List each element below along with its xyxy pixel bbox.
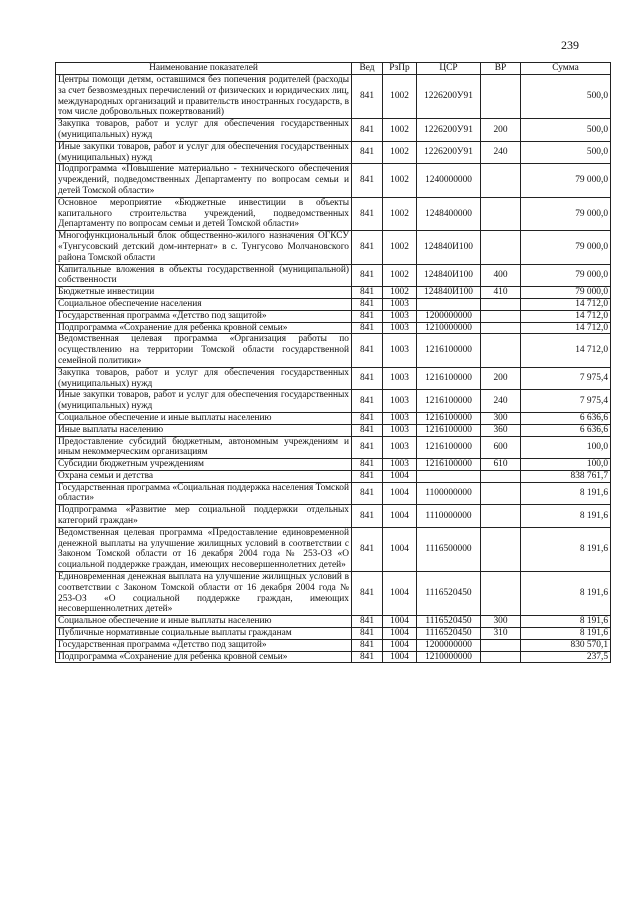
- cell-rzpr: 1003: [383, 334, 417, 367]
- cell-sum: 79 000,0: [521, 231, 611, 264]
- cell-rzpr: 1004: [383, 527, 417, 571]
- cell-ved: 841: [352, 298, 383, 310]
- cell-rzpr: 1004: [383, 616, 417, 628]
- cell-rzpr: 1002: [383, 75, 417, 119]
- cell-csr: [417, 470, 481, 482]
- cell-name: Капитальные вложения в объекты государственной (муниципальной) собственности: [56, 264, 352, 287]
- cell-rzpr: 1004: [383, 651, 417, 663]
- cell-sum: 500,0: [521, 75, 611, 119]
- cell-vr: [481, 231, 521, 264]
- cell-rzpr: 1003: [383, 310, 417, 322]
- header-csr: ЦСР: [417, 63, 481, 75]
- cell-vr: 400: [481, 264, 521, 287]
- cell-vr: 200: [481, 367, 521, 390]
- cell-vr: 240: [481, 390, 521, 413]
- cell-csr: 1200000000: [417, 310, 481, 322]
- cell-rzpr: 1004: [383, 470, 417, 482]
- cell-csr: 1248400000: [417, 197, 481, 230]
- cell-sum: 14 712,0: [521, 310, 611, 322]
- cell-sum: 79 000,0: [521, 264, 611, 287]
- cell-rzpr: 1004: [383, 628, 417, 640]
- cell-rzpr: 1002: [383, 264, 417, 287]
- cell-vr: [481, 639, 521, 651]
- table-header-row: [56, 63, 611, 75]
- cell-sum: 838 761,7: [521, 470, 611, 482]
- cell-sum: 8 191,6: [521, 505, 611, 528]
- cell-sum: 14 712,0: [521, 322, 611, 334]
- cell-vr: [481, 651, 521, 663]
- cell-name: Государственная программа «Социальная поддержка населения Томской области»: [56, 482, 352, 505]
- table-row: [56, 470, 611, 482]
- cell-ved: 841: [352, 264, 383, 287]
- cell-ved: 841: [352, 470, 383, 482]
- cell-ved: 841: [352, 459, 383, 471]
- cell-ved: 841: [352, 197, 383, 230]
- cell-ved: 841: [352, 482, 383, 505]
- cell-csr: 1216100000: [417, 424, 481, 436]
- cell-vr: [481, 298, 521, 310]
- cell-csr: 124840И100: [417, 264, 481, 287]
- cell-ved: 841: [352, 367, 383, 390]
- cell-name: Иные закупки товаров, работ и услуг для обеспечения государственных (муниципальных) нужд: [56, 141, 352, 164]
- cell-rzpr: 1002: [383, 164, 417, 197]
- cell-vr: [481, 310, 521, 322]
- cell-csr: 124840И100: [417, 287, 481, 299]
- table-row: [56, 572, 611, 616]
- budget-table: [55, 62, 611, 663]
- cell-rzpr: 1003: [383, 424, 417, 436]
- cell-vr: [481, 527, 521, 571]
- cell-csr: 1226200У91: [417, 119, 481, 142]
- cell-sum: 8 191,6: [521, 572, 611, 616]
- cell-sum: 237,5: [521, 651, 611, 663]
- cell-name: Государственная программа «Детство под защитой»: [56, 310, 352, 322]
- cell-ved: 841: [352, 164, 383, 197]
- cell-ved: 841: [352, 287, 383, 299]
- cell-ved: 841: [352, 436, 383, 459]
- cell-vr: 240: [481, 141, 521, 164]
- cell-sum: 79 000,0: [521, 197, 611, 230]
- cell-csr: 1216100000: [417, 334, 481, 367]
- cell-rzpr: 1004: [383, 482, 417, 505]
- cell-ved: 841: [352, 390, 383, 413]
- header-vr: ВР: [481, 63, 521, 75]
- cell-rzpr: 1002: [383, 231, 417, 264]
- cell-name: Закупка товаров, работ и услуг для обеспечения государственных (муниципальных) нужд: [56, 367, 352, 390]
- table-row: [56, 651, 611, 663]
- cell-rzpr: 1003: [383, 367, 417, 390]
- cell-csr: 1100000000: [417, 482, 481, 505]
- cell-rzpr: 1003: [383, 412, 417, 424]
- cell-name: Подпрограмма «Повышение материально - технического обеспечения учреждений, подведомственных Департаменту по вопросам семьи и детей Томской области»: [56, 164, 352, 197]
- table-body: [56, 75, 611, 663]
- cell-vr: 300: [481, 412, 521, 424]
- cell-vr: [481, 482, 521, 505]
- cell-name: Основное мероприятие «Бюджетные инвестиции в объекты капитального строительства учреждений, подведомственных Департаменту по вопросам семьи и детей Томской области»: [56, 197, 352, 230]
- cell-sum: 79 000,0: [521, 164, 611, 197]
- cell-rzpr: 1004: [383, 505, 417, 528]
- cell-rzpr: 1004: [383, 572, 417, 616]
- table-row: [56, 310, 611, 322]
- table-row: [56, 75, 611, 119]
- cell-vr: [481, 572, 521, 616]
- cell-ved: 841: [352, 412, 383, 424]
- cell-ved: 841: [352, 141, 383, 164]
- table-row: [56, 639, 611, 651]
- cell-vr: 310: [481, 628, 521, 640]
- table-row: [56, 197, 611, 230]
- cell-vr: [481, 322, 521, 334]
- table-row: [56, 231, 611, 264]
- cell-name: Многофункциональный блок общественно-жилого назначения ОГКСУ «Тунгусовский детский дом-интернат» в с. Тунгусово Молчановского района Томской области: [56, 231, 352, 264]
- cell-rzpr: 1002: [383, 119, 417, 142]
- header-sum: Сумма: [521, 63, 611, 75]
- table-row: [56, 141, 611, 164]
- cell-sum: 6 636,6: [521, 412, 611, 424]
- cell-name: Центры помощи детям, оставшимся без попечения родителей (расходы за счет безвозмездных перечислений от физических и юридических лиц, международных организаций и правительств иностранных государств, в том числе добровольных пожертвований): [56, 75, 352, 119]
- cell-sum: 500,0: [521, 141, 611, 164]
- cell-name: Бюджетные инвестиции: [56, 287, 352, 299]
- cell-vr: 600: [481, 436, 521, 459]
- cell-ved: 841: [352, 334, 383, 367]
- cell-ved: 841: [352, 527, 383, 571]
- cell-name: Государственная программа «Детство под защитой»: [56, 639, 352, 651]
- header-rzpr: РзПр: [383, 63, 417, 75]
- cell-sum: 8 191,6: [521, 628, 611, 640]
- cell-name: Социальное обеспечение населения: [56, 298, 352, 310]
- table-row: [56, 459, 611, 471]
- table-row: [56, 412, 611, 424]
- cell-sum: 14 712,0: [521, 334, 611, 367]
- cell-name: Охрана семьи и детства: [56, 470, 352, 482]
- cell-sum: 8 191,6: [521, 616, 611, 628]
- cell-rzpr: 1003: [383, 390, 417, 413]
- cell-rzpr: 1002: [383, 197, 417, 230]
- table-row: [56, 322, 611, 334]
- table-row: [56, 164, 611, 197]
- table-row: [56, 436, 611, 459]
- table-row: [56, 628, 611, 640]
- cell-vr: 410: [481, 287, 521, 299]
- cell-ved: 841: [352, 231, 383, 264]
- cell-csr: 1200000000: [417, 639, 481, 651]
- cell-name: Подпрограмма «Сохранение для ребенка кровной семьи»: [56, 651, 352, 663]
- cell-vr: [481, 75, 521, 119]
- cell-csr: 1226200У91: [417, 141, 481, 164]
- cell-csr: 124840И100: [417, 231, 481, 264]
- cell-name: Публичные нормативные социальные выплаты гражданам: [56, 628, 352, 640]
- header-ved: Вед: [352, 63, 383, 75]
- table-row: [56, 527, 611, 571]
- cell-sum: 7 975,4: [521, 390, 611, 413]
- cell-name: Иные закупки товаров, работ и услуг для обеспечения государственных (муниципальных) нужд: [56, 390, 352, 413]
- cell-rzpr: 1003: [383, 298, 417, 310]
- cell-name: Предоставление субсидий бюджетным, автономным учреждениям и иным некоммерческим организациям: [56, 436, 352, 459]
- cell-csr: 1216100000: [417, 459, 481, 471]
- cell-csr: 1210000000: [417, 651, 481, 663]
- cell-csr: 1116500000: [417, 527, 481, 571]
- cell-csr: 1216100000: [417, 367, 481, 390]
- table-row: [56, 264, 611, 287]
- cell-vr: 610: [481, 459, 521, 471]
- table-row: [56, 390, 611, 413]
- cell-name: Субсидии бюджетным учреждениям: [56, 459, 352, 471]
- cell-vr: [481, 164, 521, 197]
- cell-sum: 8 191,6: [521, 482, 611, 505]
- cell-csr: 1216100000: [417, 390, 481, 413]
- cell-csr: 1116520450: [417, 572, 481, 616]
- cell-ved: 841: [352, 75, 383, 119]
- table-row: [56, 334, 611, 367]
- cell-ved: 841: [352, 616, 383, 628]
- cell-ved: 841: [352, 119, 383, 142]
- cell-csr: 1240000000: [417, 164, 481, 197]
- cell-sum: 7 975,4: [521, 367, 611, 390]
- cell-name: Закупка товаров, работ и услуг для обеспечения государственных (муниципальных) нужд: [56, 119, 352, 142]
- cell-sum: 830 570,1: [521, 639, 611, 651]
- cell-ved: 841: [352, 651, 383, 663]
- cell-sum: 100,0: [521, 436, 611, 459]
- cell-rzpr: 1002: [383, 287, 417, 299]
- cell-csr: 1116520450: [417, 628, 481, 640]
- cell-ved: 841: [352, 505, 383, 528]
- cell-rzpr: 1003: [383, 322, 417, 334]
- cell-rzpr: 1003: [383, 459, 417, 471]
- cell-sum: 8 191,6: [521, 527, 611, 571]
- cell-csr: 1216100000: [417, 412, 481, 424]
- cell-name: Ведомственная целевая программа «Организация работы по осуществлению на территории Томской области государственной семейной политики»: [56, 334, 352, 367]
- header-name: Наименование показателей: [56, 63, 352, 75]
- cell-name: Подпрограмма «Развитие мер социальной поддержки отдельных категорий граждан»: [56, 505, 352, 528]
- cell-sum: 79 000,0: [521, 287, 611, 299]
- cell-rzpr: 1002: [383, 141, 417, 164]
- cell-csr: 1210000000: [417, 322, 481, 334]
- table-row: [56, 505, 611, 528]
- cell-csr: 1110000000: [417, 505, 481, 528]
- cell-ved: 841: [352, 639, 383, 651]
- cell-vr: [481, 334, 521, 367]
- cell-sum: 14 712,0: [521, 298, 611, 310]
- table-row: [56, 298, 611, 310]
- cell-ved: 841: [352, 628, 383, 640]
- cell-vr: [481, 470, 521, 482]
- cell-csr: 1216100000: [417, 436, 481, 459]
- table-row: [56, 482, 611, 505]
- cell-ved: 841: [352, 322, 383, 334]
- cell-csr: 1226200У91: [417, 75, 481, 119]
- cell-name: Социальное обеспечение и иные выплаты населению: [56, 616, 352, 628]
- table-row: [56, 424, 611, 436]
- page-number: 239: [561, 38, 579, 52]
- cell-vr: [481, 505, 521, 528]
- cell-sum: 100,0: [521, 459, 611, 471]
- cell-sum: 6 636,6: [521, 424, 611, 436]
- cell-rzpr: 1003: [383, 436, 417, 459]
- cell-name: Подпрограмма «Сохранение для ребенка кровной семьи»: [56, 322, 352, 334]
- table-row: [56, 616, 611, 628]
- cell-ved: 841: [352, 310, 383, 322]
- cell-sum: 500,0: [521, 119, 611, 142]
- cell-ved: 841: [352, 572, 383, 616]
- cell-vr: 360: [481, 424, 521, 436]
- cell-csr: 1116520450: [417, 616, 481, 628]
- cell-csr: [417, 298, 481, 310]
- cell-name: Единовременная денежная выплата на улучшение жилищных условий в соответствии с Законом Томской области от 16 декабря 2004 года № 253-ОЗ «О социальной поддержке граждан, имеющих несовершеннолетних детей»: [56, 572, 352, 616]
- cell-name: Социальное обеспечение и иные выплаты населению: [56, 412, 352, 424]
- cell-name: Иные выплаты населению: [56, 424, 352, 436]
- cell-vr: 200: [481, 119, 521, 142]
- cell-ved: 841: [352, 424, 383, 436]
- table-row: [56, 367, 611, 390]
- cell-vr: [481, 197, 521, 230]
- table-row: [56, 287, 611, 299]
- cell-vr: 300: [481, 616, 521, 628]
- table-row: [56, 119, 611, 142]
- cell-name: Ведомственная целевая программа «Предоставление единовременной денежной выплаты на улучшение жилищных условий в соответствии с Законом Томской области от 16 декабря 2004 года № 253-ОЗ «О социальной поддержке граждан, имеющих несовершеннолетних детей»: [56, 527, 352, 571]
- cell-rzpr: 1004: [383, 639, 417, 651]
